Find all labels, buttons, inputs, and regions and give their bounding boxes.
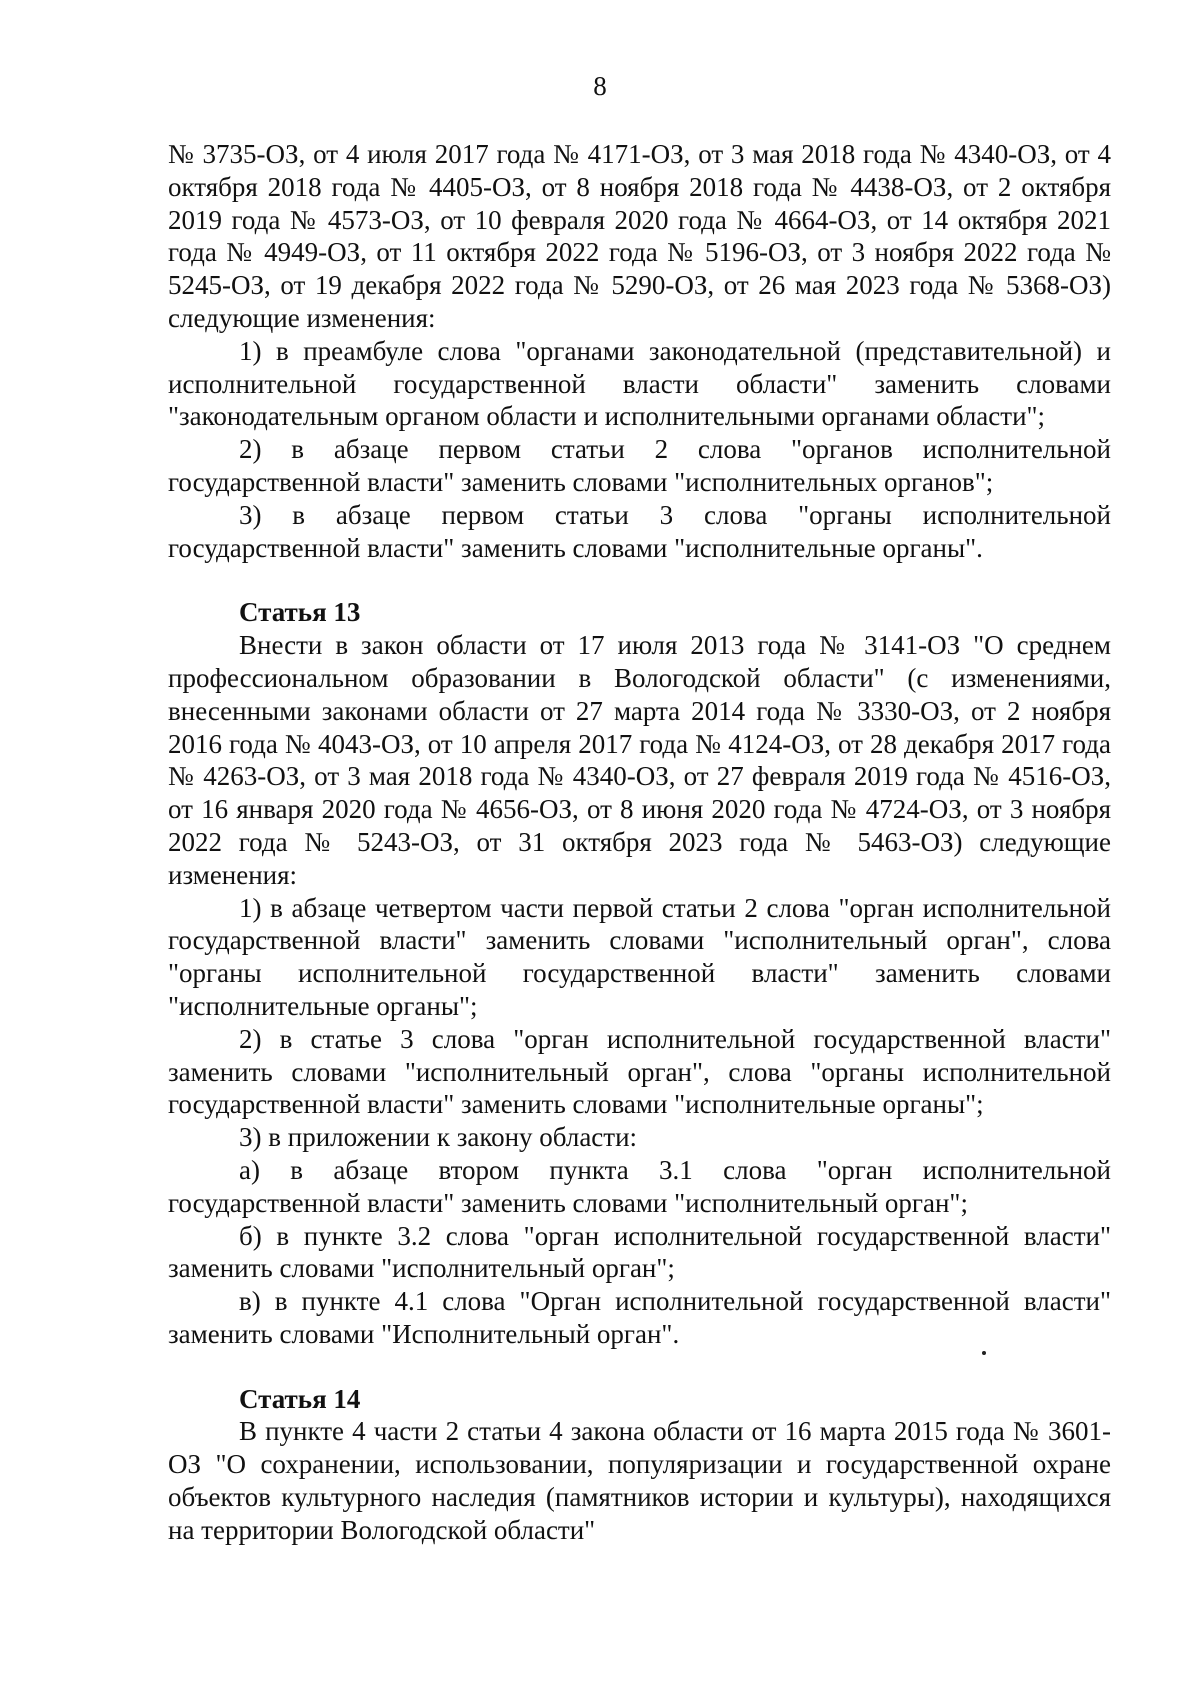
article-13-item-1: 1) в абзаце четвертом части первой статьи 2 слова "орган исполнительной государственной власти" заменить словами "исполнительный орган", слова "органы исполнительной государственной власти" заменить словами "исполнительные органы"; [168, 892, 1111, 1021]
article-13-item-3a: а) в абзаце втором пункта 3.1 слова "орган исполнительной государственной власти" заменить словами "исполнительный орган"; [168, 1154, 1111, 1218]
article-14-title: Статья 14 [239, 1383, 361, 1414]
paragraph-continuation: № 3735-ОЗ, от 4 июля 2017 года № 4171-ОЗ, от 3 мая 2018 года № 4340-ОЗ, от 4 октября 2018 года № 4405-ОЗ, от 8 ноября 2018 года № 4438-ОЗ, от 2 октября 2019 года № 4573-ОЗ, от 10 февраля 2020 года № 4664-ОЗ, от 14 октября 2021 года № 4949-ОЗ, от 11 октября 2022 года № 5196-ОЗ, от 3 ноября 2022 года № 5245-ОЗ, от 19 декабря 2022 года № 5290-ОЗ, от 26 мая 2023 года № 5368-ОЗ) следующие изменения: [168, 139, 1111, 333]
page-number: 8 [593, 71, 607, 101]
article-13-item-3b: б) в пункте 3.2 слова "орган исполнительной государственной власти" заменить словами "исполнительный орган"; [168, 1220, 1111, 1284]
stray-dot-mark [982, 1351, 986, 1355]
paragraph-item-1: 1) в преамбуле слова "органами законодательной (представительной) и исполнительной государственной власти области" заменить словами "законодательным органом области и исполнительными органами области"; [168, 335, 1111, 432]
article-14-intro: В пункте 4 части 2 статьи 4 закона области от 16 марта 2015 года № 3601-ОЗ "О сохранении, использовании, популяризации и государственной охране объектов культурного наследия (памятников истории и культуры), находящихся на территории Вологодской области" [168, 1416, 1111, 1545]
article-13-item-2: 2) в статье 3 слова "орган исполнительной государственной власти" заменить словами "исполнительный орган", слова "органы исполнительной государственной власти" заменить словами "исполнительные органы"; [168, 1023, 1111, 1120]
paragraph-item-3: 3) в абзаце первом статьи 3 слова "органы исполнительной государственной власти" заменить словами "исполнительные органы". [168, 499, 1111, 563]
document-body [168, 138, 1111, 1547]
paragraph-item-2: 2) в абзаце первом статьи 2 слова "органов исполнительной государственной власти" заменить словами "исполнительных органов"; [168, 434, 1111, 497]
article-13-item-3c: в) в пункте 4.1 слова "Орган исполнительной государственной власти" заменить словами "Исполнительный орган". [168, 1286, 1111, 1349]
article-13-intro: Внести в закон области от 17 июля 2013 года № 3141-ОЗ "О среднем профессиональном образовании в Вологодской области" (с изменениями, внесенными законами области от 27 марта 2014 года № 3330-ОЗ, от 2 ноября 2016 года № 4043-ОЗ, от 10 апреля 2017 года № 4124-ОЗ, от 28 декабря 2017 года № 4263-ОЗ, от 3 мая 2018 года № 4340-ОЗ, от 27 февраля 2019 года № 4516-ОЗ, от 16 января 2020 года № 4656-ОЗ, от 8 июня 2020 года № 4724-ОЗ, от 3 ноября 2022 года № 5243-ОЗ, от 31 октября 2023 года № 5463-ОЗ) следующие изменения: [168, 630, 1111, 890]
article-13-item-3: 3) в приложении к закону области: [239, 1122, 638, 1153]
article-13-title: Статья 13 [239, 597, 361, 628]
